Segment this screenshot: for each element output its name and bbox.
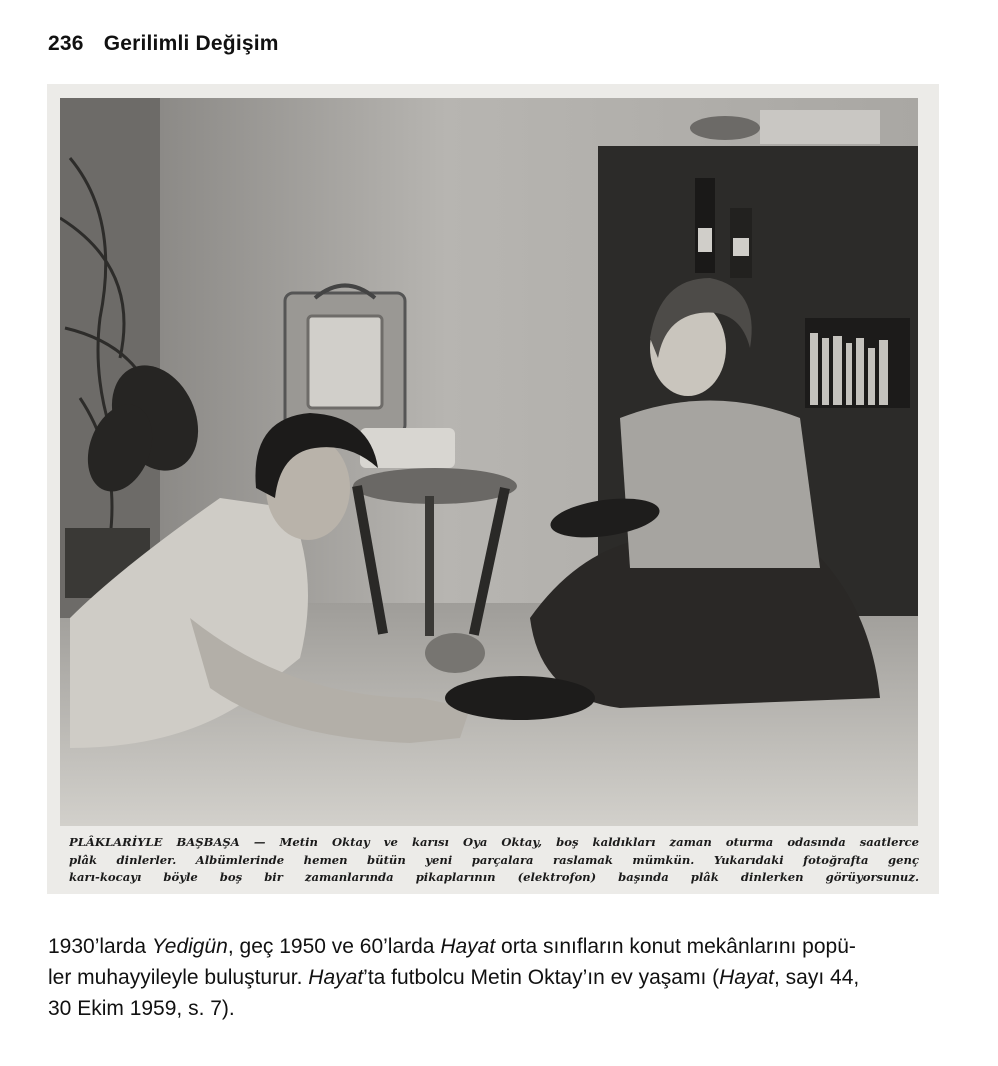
text-segment: , geç 1950 ve 60’larda — [227, 935, 441, 958]
caption-line: karı-kocayı böyle boş bir zamanlarında pikaplarının (elektrofon) başında plâk dinlerken görüyorsunuz. — [69, 870, 919, 885]
magazine-clipping — [47, 84, 939, 894]
figure-note-line — [48, 931, 948, 962]
photo-illustration — [60, 98, 918, 826]
magazine-title: Hayat — [308, 966, 364, 989]
figure-note — [48, 931, 948, 1024]
text-segment: , sayı 44, — [774, 966, 860, 989]
page-number: 236 — [48, 32, 84, 55]
text-segment: 1930’larda — [48, 935, 152, 958]
magazine-title: Hayat — [719, 966, 774, 989]
text-segment: ler muhayyileyle buluşturur. — [48, 966, 309, 989]
book-title: Gerilimli Değişim — [103, 32, 279, 55]
magazine-title: Hayat — [440, 935, 496, 958]
magazine-title: Yedigün — [151, 935, 228, 958]
caption-line: plâk dinlerler. Albümlerinde hemen bütün yeni parçalara raslamak mümkün. Yukarıdaki fotoğrafta genç — [69, 852, 919, 867]
running-header — [48, 32, 279, 56]
text-segment: orta sınıfların konut mekânlarını popü- — [495, 935, 856, 958]
figure-note-line — [48, 962, 948, 993]
photo-caption — [69, 834, 919, 887]
text-segment: ’ta futbolcu Metin Oktay’ın ev yaşamı ( — [363, 966, 720, 989]
caption-line: PLÂKLARİYLE BAŞBAŞA — Metin Oktay ve karısı Oya Oktay, boş kaldıkları zaman oturma odasında saatlerce — [69, 835, 919, 849]
couple-listening-records-photo — [60, 98, 918, 826]
figure-note-line: 30 Ekim 1959, s. 7). — [48, 997, 235, 1020]
